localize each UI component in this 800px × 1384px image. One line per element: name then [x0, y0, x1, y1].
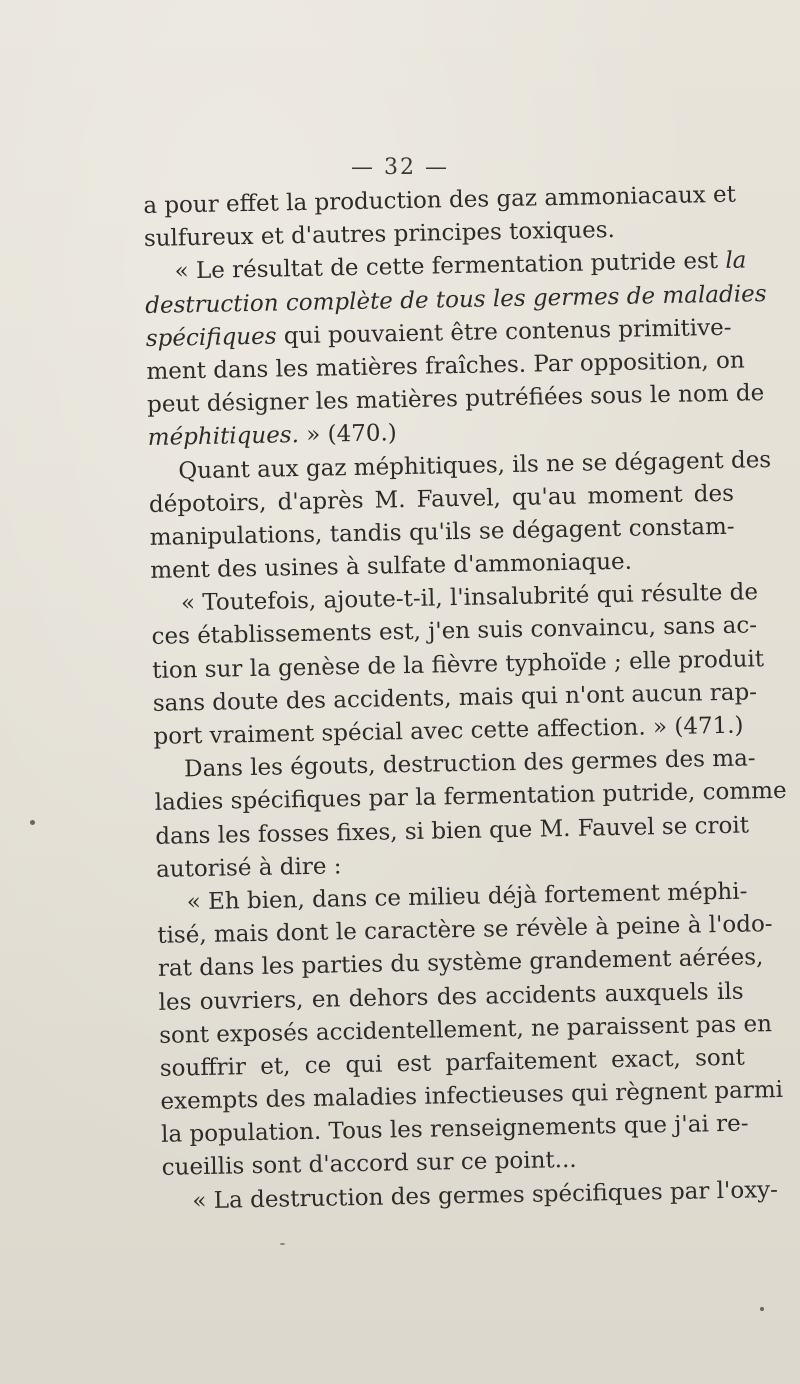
text-segment: cueillis sont d'accord sur ce point...: [161, 1147, 577, 1182]
paper-speck: [30, 820, 35, 825]
text-segment: dans les fosses fixes, si bien que M. Fauvel se croit: [155, 812, 750, 850]
italic-text: la: [725, 247, 747, 275]
text-segment: qui pouvaient être contenus primitive-: [276, 314, 732, 350]
text-segment: Quant aux gaz méphitiques, ils ne se dégagent des: [178, 446, 772, 484]
text-segment: port vraiment spécial avec cette affection. » (471.): [153, 712, 744, 750]
text-segment: tion sur la genèse de la fièvre typhoïde ; elle produit: [151, 645, 765, 684]
text-segment: la population. Tous les renseignements que j'ai re-: [160, 1110, 749, 1149]
text-segment: sulfureux et d'autres principes toxiques.: [143, 217, 616, 253]
text-segment: ment des usines à sulfate d'ammoniaque.: [150, 548, 633, 584]
text-segment: rat dans les parties du système grandement aérées,: [157, 944, 764, 983]
paper-speck: [280, 1243, 285, 1245]
text-segment: ladies spécifiques par la fermentation putride, comme: [154, 778, 787, 817]
text-segment: Dans les égouts, destruction des germes des ma-: [183, 745, 756, 783]
text-segment: « La destruction des germes spécifiques par l'oxy-: [192, 1176, 779, 1214]
text-segment: « Eh bien, dans ce milieu déjà fortement méphi-: [186, 878, 748, 916]
text-segment: « Le résultat de cette fermentation putride est: [174, 248, 726, 285]
body-text: [143, 179, 787, 1219]
text-segment: sont exposés accidentellement, ne paraissent pas en: [158, 1010, 773, 1049]
text-segment: souffrir et, ce qui est parfaitement exact, sont: [159, 1044, 746, 1082]
italic-text: destruction complète de tous les germes de maladies: [144, 280, 767, 319]
text-segment: peut désigner les matières putréfiées sous le nom de: [146, 380, 765, 419]
text-segment: » (470.): [298, 420, 398, 449]
text-segment: dépotoirs, d'après M. Fauvel, qu'au moment des: [148, 480, 735, 518]
text-segment: « Toutefois, ajoute-t-il, l'insalubrité qui résulte de: [180, 579, 759, 617]
page-number: — 32 —: [351, 155, 449, 180]
text-segment: exempts des maladies infectieuses qui règnent parmi: [160, 1076, 784, 1115]
text-segment: les ouvriers, en dehors des accidents auxquels ils: [158, 978, 744, 1016]
text-segment: a pour effet la production des gaz ammoniacaux et: [143, 181, 737, 219]
text-segment: ment dans les matières fraîches. Par opposition, on: [146, 347, 745, 385]
italic-text: spécifiques: [145, 323, 277, 352]
text-segment: ces établissements est, j'en suis convaincu, sans ac-: [151, 612, 758, 651]
text-segment: sans doute des accidents, mais qui n'ont aucun rap-: [152, 679, 758, 717]
italic-text: méphitiques.: [147, 422, 300, 452]
text-segment: manipulations, tandis qu'ils se dégagent constam-: [149, 513, 735, 551]
text-segment: tisé, mais dont le caractère se révèle à peine à l'odo-: [157, 911, 773, 949]
paper-speck: [760, 1307, 764, 1311]
text-segment: autorisé à dire :: [155, 853, 342, 883]
